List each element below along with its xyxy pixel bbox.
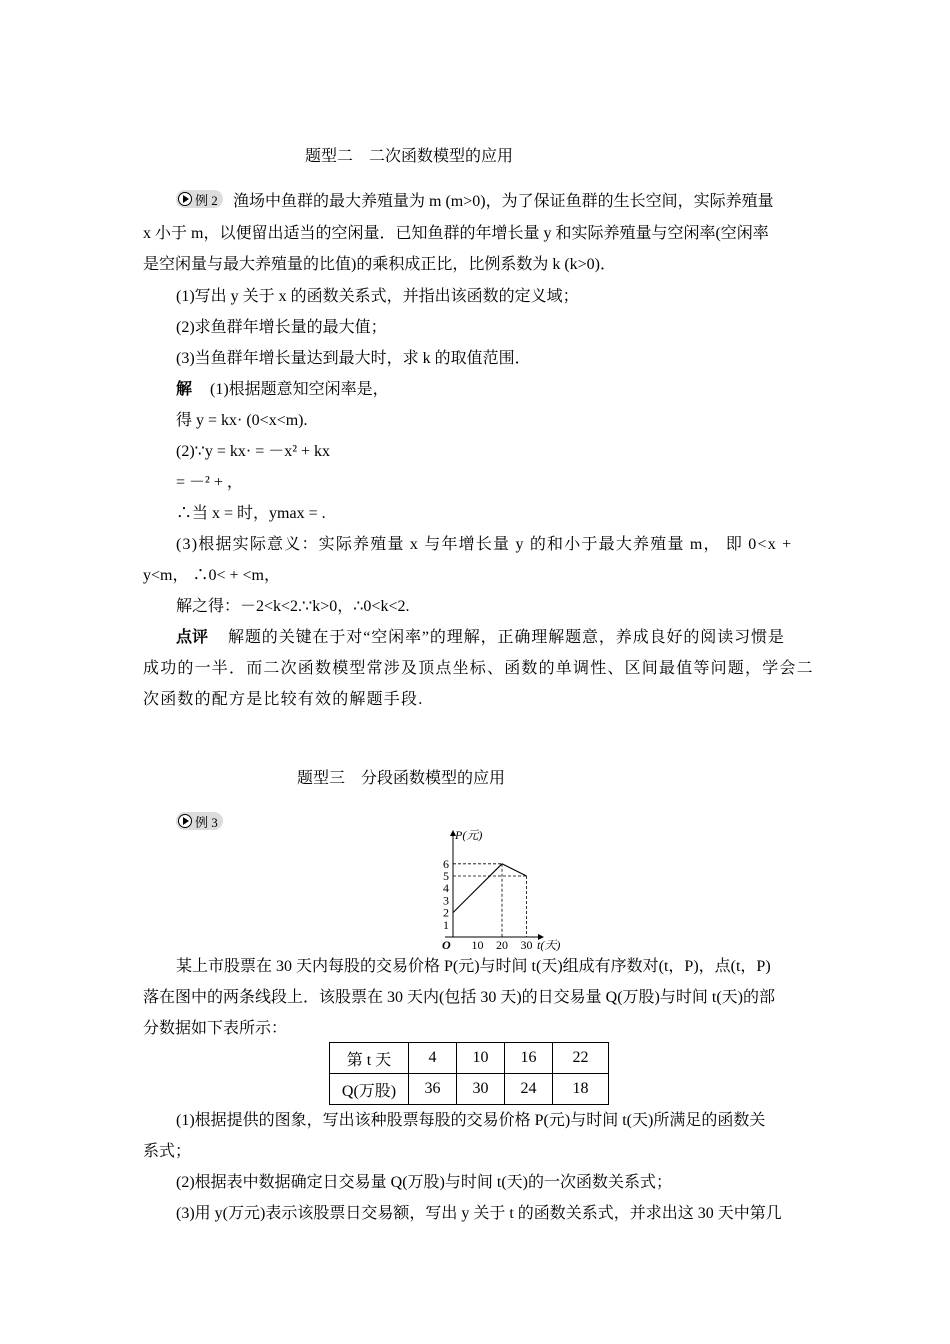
section-heading-3: 题型三 分段函数模型的应用	[297, 770, 506, 787]
example-badge-3	[176, 812, 223, 830]
table-cell: 4	[409, 1043, 457, 1074]
y-tick-label: 5	[443, 869, 449, 883]
y-tick-label: 6	[443, 856, 449, 871]
table-cell: 16	[505, 1043, 553, 1074]
question-line: (1)写出 y 关于 x 的函数关系式，并指出该函数的定义域；	[176, 288, 579, 305]
y-tick-label: 4	[443, 881, 449, 896]
table-cell: 30	[457, 1074, 505, 1105]
problem-line: 渔场中鱼群的最大养殖量为 m (m>0)，为了保证鱼群的生长空间，实际养殖量	[233, 193, 774, 210]
price-graph	[425, 825, 605, 955]
table-cell: 22	[553, 1043, 609, 1074]
question-line: (2)求鱼群年增长量的最大值；	[176, 319, 387, 336]
x-axis-label: t(天)	[537, 938, 561, 952]
price-segment	[453, 864, 502, 913]
solution-line: (3)根据实际意义：实际养殖量 x 与年增长量 y 的和小于最大养殖量 m， 即 0<x +	[176, 536, 793, 553]
price-segment	[502, 864, 527, 876]
question-line: 系式；	[143, 1143, 192, 1160]
solution-line: (2)∵y = kx· = －x² + kx	[176, 443, 331, 460]
problem-line: 某上市股票在 30 天内每股的交易价格 P(元)与时间 t(天)组成有序数对(t，P)，点(t，P)	[176, 958, 771, 975]
table-header-cell: Q(万股)	[330, 1074, 409, 1105]
problem-line: 是空闲量与最大养殖量的比值)的乘积成正比，比例系数为 k (k>0)．	[143, 256, 617, 273]
table-header-cell: 第 t 天	[330, 1043, 409, 1074]
table-cell: 18	[553, 1074, 609, 1105]
y-tick-label: 3	[443, 893, 449, 908]
table-row	[330, 1043, 609, 1074]
example-label: 例 3	[195, 814, 218, 830]
comment-label: 点评	[176, 629, 209, 646]
problem-line: 落在图中的两条线段上．该股票在 30 天内(包括 30 天)的日交易量 Q(万股)与时间 t(天)的部	[143, 989, 775, 1006]
table-cell: 10	[457, 1043, 505, 1074]
solution-line: 解之得：－2<k<2.∵k>0，∴0<k<2.	[176, 598, 410, 615]
question-line: (3)当鱼群年增长量达到最大时，求 k 的取值范围．	[176, 350, 531, 367]
solution-line: (1)根据题意知空闲率是，	[210, 381, 389, 398]
example-label: 例 2	[195, 192, 218, 208]
example-badge-2	[176, 190, 223, 208]
data-table	[329, 1042, 609, 1105]
table-cell: 36	[409, 1074, 457, 1105]
comment-line: 成功的一半．而二次函数模型常涉及顶点坐标、函数的单调性、区间最值等问题，学会二	[143, 660, 814, 677]
question-line: (1)根据提供的图象，写出该种股票每股的交易价格 P(元)与时间 t(天)所满足的函数关	[176, 1112, 766, 1129]
question-line: (3)用 y(万元)表示该股票日交易额，写出 y 关于 t 的函数关系式，并求出这 30 天中第几	[176, 1205, 782, 1222]
x-tick-label: 30	[520, 938, 533, 952]
solution-line: = －² + ，	[176, 474, 243, 491]
problem-line: 分数据如下表所示：	[143, 1020, 288, 1037]
comment-line: 次函数的配方是比较有效的解题手段.	[143, 691, 424, 708]
origin-label: O	[442, 938, 451, 952]
solution-line: ∴当 x = 时，ymax = .	[176, 505, 326, 522]
x-tick-label: 20	[496, 938, 508, 952]
table-cell: 24	[505, 1074, 553, 1105]
problem-line: x 小于 m，以便留出适当的空闲量．已知鱼群的年增长量 y 和实际养殖量与空闲率(空闲率	[143, 225, 769, 242]
solution-line: 得 y = kx· (0<x<m).	[176, 412, 308, 429]
solution-line: y<m， ∴0< + <m，	[143, 567, 280, 584]
y-axis-label: P(元)	[455, 828, 483, 842]
table-row	[330, 1074, 609, 1105]
question-line: (2)根据表中数据确定日交易量 Q(万股)与时间 t(天)的一次函数关系式；	[176, 1174, 672, 1191]
x-tick-label: 10	[471, 938, 484, 952]
play-icon	[178, 192, 192, 206]
section-heading-2: 题型二 二次函数模型的应用	[305, 148, 514, 165]
solution-label: 解	[176, 381, 193, 398]
y-tick-label: 2	[443, 905, 449, 920]
play-icon	[178, 814, 192, 828]
comment-line: 解题的关键在于对“空闲率”的理解，正确理解题意，养成良好的阅读习惯是	[228, 629, 785, 646]
y-tick-label: 1	[443, 917, 449, 932]
